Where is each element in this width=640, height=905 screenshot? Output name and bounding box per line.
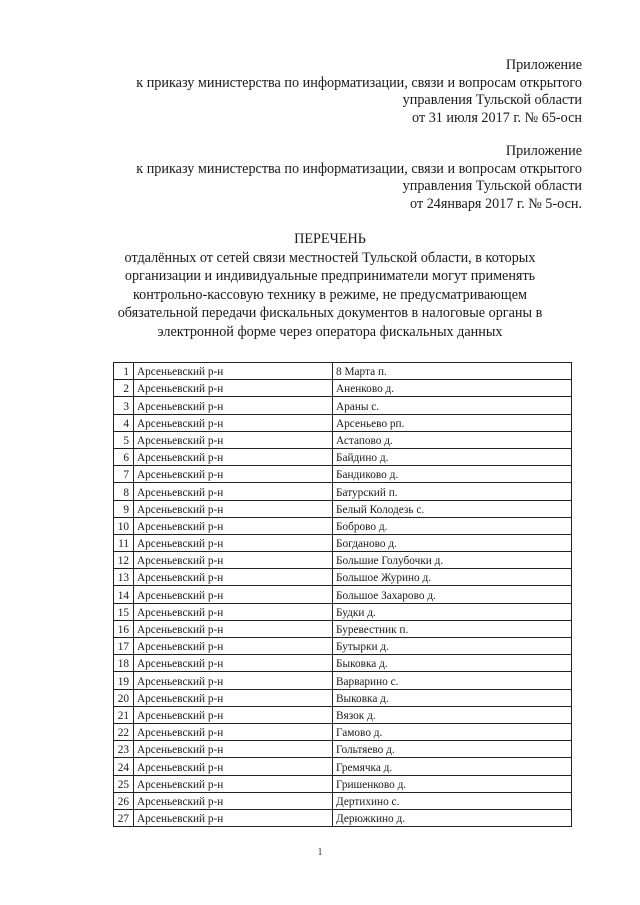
district-cell: Арсеньевский р-н: [134, 620, 333, 637]
row-number: 27: [114, 809, 134, 826]
district-cell: Арсеньевский р-н: [134, 792, 333, 809]
district-cell: Арсеньевский р-н: [134, 655, 333, 672]
order-date: от 31 июля 2017 г. № 65-осн: [412, 109, 582, 126]
title-description: [80, 249, 580, 342]
row-number: 3: [114, 397, 134, 414]
title-line: обязательной передачи фискальных документов в налоговые органы в: [117, 305, 543, 321]
row-number: 23: [114, 741, 134, 758]
table-row: [114, 723, 572, 740]
document-title: [80, 230, 580, 341]
row-number: 6: [114, 448, 134, 465]
table-row: [114, 655, 572, 672]
table-row: [114, 741, 572, 758]
locality-cell: Байдино д.: [333, 448, 572, 465]
locality-cell: Буревестник п.: [333, 620, 572, 637]
table-row: [114, 689, 572, 706]
table-row: [114, 517, 572, 534]
table-row: [114, 638, 572, 655]
row-number: 20: [114, 689, 134, 706]
appendix-label: Приложение: [505, 143, 582, 159]
district-cell: Арсеньевский р-н: [134, 775, 333, 792]
page-number: 1: [317, 847, 323, 858]
locality-cell: Аненково д.: [333, 380, 572, 397]
row-number: 9: [114, 500, 134, 517]
locality-cell: Будки д.: [333, 603, 572, 620]
row-number: 7: [114, 466, 134, 483]
district-cell: Арсеньевский р-н: [134, 414, 333, 431]
district-cell: Арсеньевский р-н: [134, 758, 333, 775]
locality-cell: Большие Голубочки д.: [333, 552, 572, 569]
district-cell: Арсеньевский р-н: [134, 483, 333, 500]
locations-table-body: [114, 363, 572, 827]
row-number: 13: [114, 569, 134, 586]
district-cell: Арсеньевский р-н: [134, 534, 333, 551]
district-cell: Арсеньевский р-н: [134, 552, 333, 569]
row-number: 14: [114, 586, 134, 603]
locality-cell: Вязок д.: [333, 706, 572, 723]
locality-cell: 8 Марта п.: [333, 363, 572, 380]
title-line: электронной форме через оператора фискальных данных: [157, 323, 503, 340]
district-cell: Арсеньевский р-н: [134, 466, 333, 483]
row-number: 11: [114, 534, 134, 551]
row-number: 12: [114, 552, 134, 569]
locality-cell: Богданово д.: [333, 534, 572, 551]
locality-cell: Гремячка д.: [333, 758, 572, 775]
table-row: [114, 448, 572, 465]
table-row: [114, 569, 572, 586]
row-number: 2: [114, 380, 134, 397]
district-cell: Арсеньевский р-н: [134, 500, 333, 517]
locality-cell: Бандиково д.: [333, 466, 572, 483]
table-row: [114, 603, 572, 620]
row-number: 21: [114, 706, 134, 723]
district-cell: Арсеньевский р-н: [134, 397, 333, 414]
district-cell: Арсеньевский р-н: [134, 689, 333, 706]
district-cell: Арсеньевский р-н: [134, 517, 333, 534]
row-number: 26: [114, 792, 134, 809]
row-number: 1: [114, 363, 134, 380]
table-row: [114, 552, 572, 569]
order-authority: управления Тульской области: [402, 92, 582, 108]
locality-cell: Гамово д.: [333, 723, 572, 740]
locality-cell: Дертихино с.: [333, 792, 572, 809]
order-reference: к приказу министерства по информатизации, связи и вопросам открытого: [136, 74, 582, 91]
table-row: [114, 500, 572, 517]
locality-cell: Большое Захарово д.: [333, 586, 572, 603]
table-row: [114, 483, 572, 500]
table-row: [114, 758, 572, 775]
district-cell: Арсеньевский р-н: [134, 586, 333, 603]
locations-table: [113, 362, 572, 827]
table-row: [114, 672, 572, 689]
table-row: [114, 414, 572, 431]
row-number: 4: [114, 414, 134, 431]
row-number: 10: [114, 517, 134, 534]
district-cell: Арсеньевский р-н: [134, 706, 333, 723]
district-cell: Арсеньевский р-н: [134, 448, 333, 465]
locality-cell: Боброво д.: [333, 517, 572, 534]
district-cell: Арсеньевский р-н: [134, 672, 333, 689]
table-row: [114, 792, 572, 809]
locality-cell: Гольтяево д.: [333, 741, 572, 758]
district-cell: Арсеньевский р-н: [134, 809, 333, 826]
district-cell: Арсеньевский р-н: [134, 363, 333, 380]
table-row: [114, 620, 572, 637]
row-number: 15: [114, 603, 134, 620]
table-row: [114, 466, 572, 483]
appendix-header-2: [136, 143, 582, 213]
locality-cell: Араны с.: [333, 397, 572, 414]
locality-cell: Выковка д.: [333, 689, 572, 706]
locality-cell: Арсеньево рп.: [333, 414, 572, 431]
row-number: 22: [114, 723, 134, 740]
locality-cell: Батурский п.: [333, 483, 572, 500]
locality-cell: Бутырки д.: [333, 638, 572, 655]
title-line: отдалённых от сетей связи местностей Тульской области, в которых: [124, 249, 536, 266]
title-line: организации и индивидуальные предприниматели могут применять: [124, 268, 536, 284]
row-number: 25: [114, 775, 134, 792]
locality-cell: Варварино с.: [333, 672, 572, 689]
order-reference: к приказу министерства по информатизации, связи и вопросам открытого: [136, 160, 582, 177]
locality-cell: Большое Журино д.: [333, 569, 572, 586]
district-cell: Арсеньевский р-н: [134, 603, 333, 620]
district-cell: Арсеньевский р-н: [134, 380, 333, 397]
district-cell: Арсеньевский р-н: [134, 431, 333, 448]
district-cell: Арсеньевский р-н: [134, 638, 333, 655]
locality-cell: Быковка д.: [333, 655, 572, 672]
row-number: 5: [114, 431, 134, 448]
order-date: от 24января 2017 г. № 5-осн.: [410, 195, 582, 212]
title-line: контрольно-кассовую технику в режиме, не предусматривающем: [133, 286, 527, 303]
row-number: 18: [114, 655, 134, 672]
district-cell: Арсеньевский р-н: [134, 741, 333, 758]
locality-cell: Дерюжкино д.: [333, 809, 572, 826]
table-row: [114, 380, 572, 397]
appendix-label: Приложение: [505, 57, 582, 73]
title-heading: ПЕРЕЧЕНЬ: [294, 231, 366, 247]
table-row: [114, 363, 572, 380]
row-number: 8: [114, 483, 134, 500]
table-row: [114, 775, 572, 792]
row-number: 16: [114, 620, 134, 637]
locality-cell: Белый Колодезь с.: [333, 500, 572, 517]
appendix-header-1: [136, 57, 582, 127]
district-cell: Арсеньевский р-н: [134, 569, 333, 586]
table-row: [114, 431, 572, 448]
table-row: [114, 586, 572, 603]
table-row: [114, 706, 572, 723]
table-row: [114, 809, 572, 826]
table-row: [114, 397, 572, 414]
locality-cell: Астапово д.: [333, 431, 572, 448]
row-number: 24: [114, 758, 134, 775]
row-number: 17: [114, 638, 134, 655]
table-row: [114, 534, 572, 551]
district-cell: Арсеньевский р-н: [134, 723, 333, 740]
locality-cell: Гришенково д.: [333, 775, 572, 792]
order-authority: управления Тульской области: [402, 178, 582, 194]
row-number: 19: [114, 672, 134, 689]
